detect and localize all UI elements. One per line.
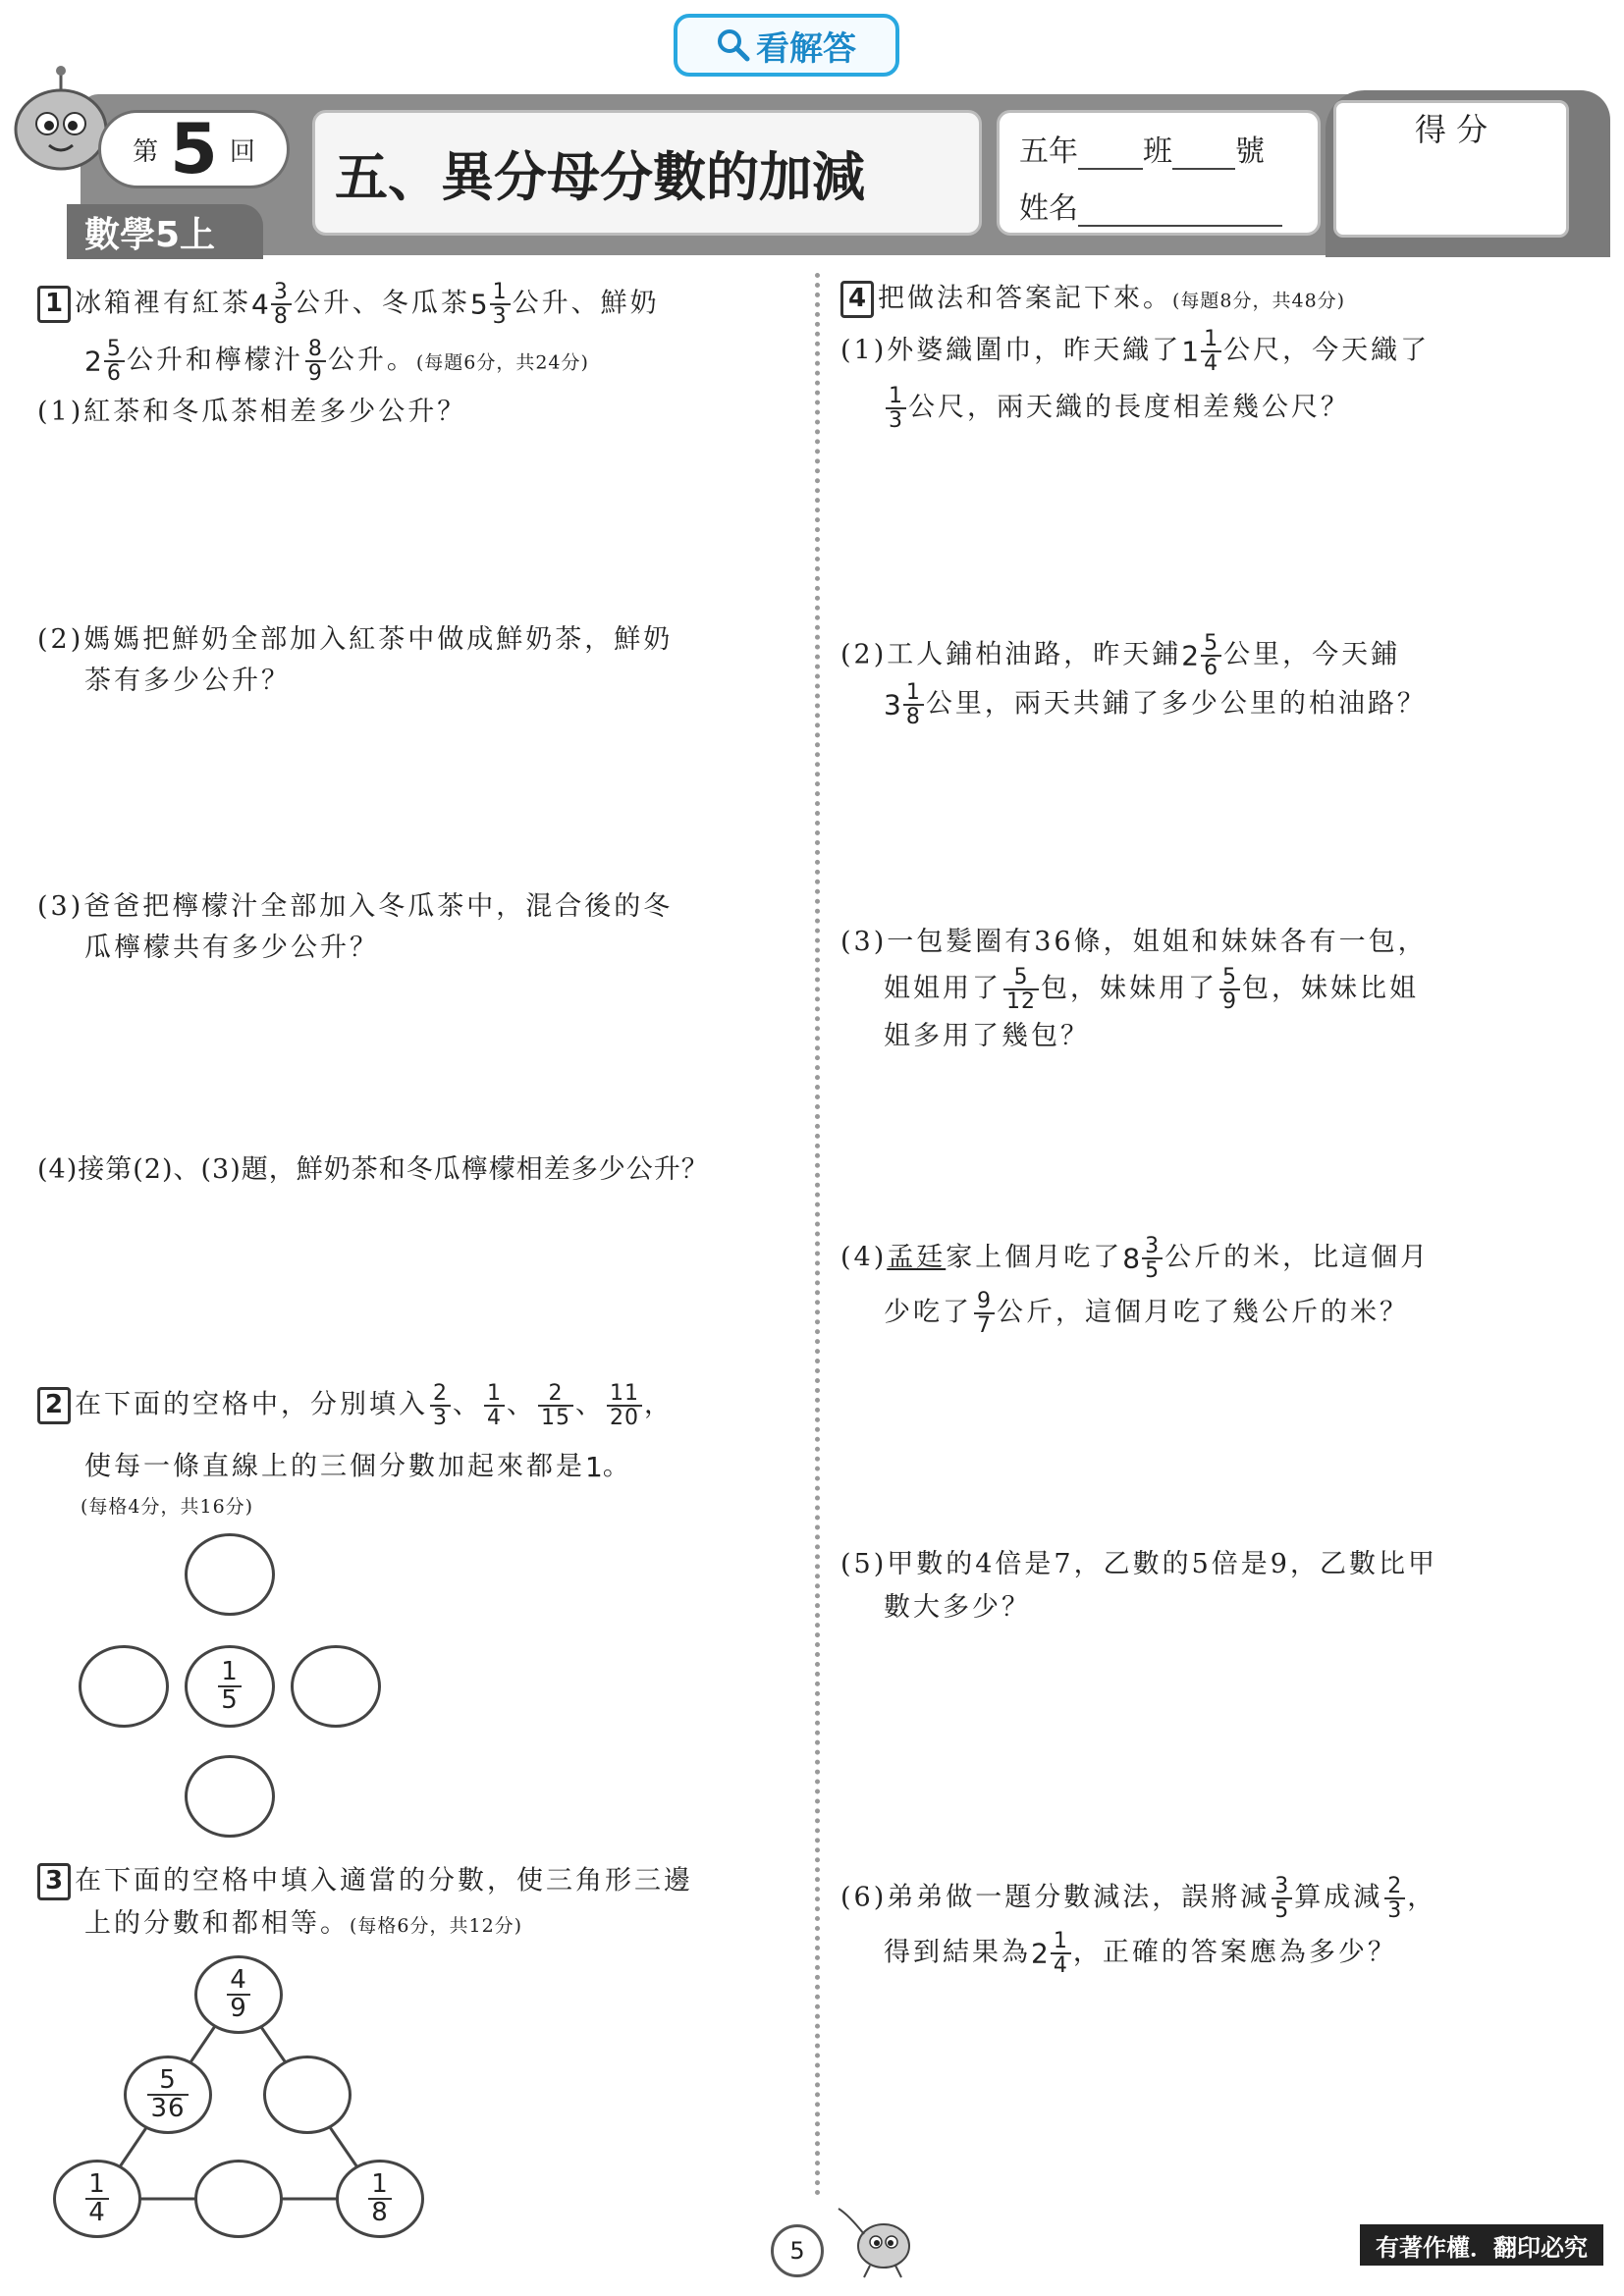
q4-p2-text3: 公里，兩天共鋪了多少公里的柏油路？ — [925, 688, 1427, 720]
page-number — [771, 2224, 824, 2277]
q4-p6-whole: 2 — [1031, 1937, 1049, 1970]
q2-f3-den: 15 — [538, 1405, 573, 1429]
q4-p6-text1: (6)弟弟做一題分數減法，誤將減 — [840, 1882, 1271, 1913]
q4-p4-text1: 家上個月吃了 — [946, 1242, 1123, 1273]
q4-p2-den: 6 — [1201, 655, 1221, 679]
q4-p3-num2: 5 — [1222, 965, 1237, 989]
q4-p4-prefix: (4) — [840, 1242, 888, 1273]
q4-p2-num: 5 — [1204, 631, 1219, 656]
q4-p6-den3: 4 — [1051, 1952, 1071, 1977]
q4-p4-text4: 公斤，這個月吃了幾公斤的米？ — [997, 1297, 1409, 1328]
q3-bl-num: 1 — [88, 2168, 106, 2199]
q3-top-den: 9 — [227, 1994, 250, 2022]
q4-p2c-den: 8 — [903, 704, 924, 728]
q2-text2: 使每一條直線上的三個分數加起來都是 — [84, 1451, 585, 1482]
q4-p2-whole: 2 — [1181, 639, 1200, 672]
subject-label: 數學5上 — [67, 204, 263, 259]
q2-f4-num: 11 — [610, 1381, 639, 1406]
q4-p6-fraction-2 — [1384, 1875, 1405, 1922]
q3-bl-den: 4 — [85, 2198, 109, 2226]
q3-top-fraction — [227, 1964, 250, 2023]
q4-part1-line2 — [884, 385, 1350, 432]
q4-part3-line2 — [884, 966, 1419, 1013]
q4-p1-whole: 1 — [1181, 335, 1200, 368]
q2-f2-num: 1 — [487, 1381, 502, 1406]
q4-p4-num2: 9 — [977, 1289, 992, 1313]
q4-part3-line1: (3)一包髮圈有36條，姐姐和妹妹各有一包， — [840, 927, 1428, 957]
q2-end: ， — [644, 1389, 674, 1420]
q4-part6-line2 — [884, 1930, 1397, 1977]
q4-p1-text3: 公尺，兩天織的長度相差幾公尺？ — [908, 392, 1350, 423]
q3-circle-bottom-mid[interactable] — [194, 2160, 283, 2238]
q4-p1-den: 4 — [1201, 350, 1221, 375]
q1-text2: 公升、冬瓜茶 — [293, 288, 470, 319]
q1-text4: 公升和檸檬汁 — [126, 345, 303, 376]
q1-d-den: 9 — [305, 360, 326, 385]
q3-top-num: 4 — [230, 1964, 247, 1995]
q1-part3-line1: (3)爸爸把檸檬汁全部加入冬瓜茶中，混合後的冬 — [37, 891, 674, 922]
footer-mascot-icon — [835, 2195, 923, 2283]
q4-points: (每題8分，共48分) — [1172, 290, 1346, 312]
score-label: 得 分 — [1414, 111, 1489, 148]
q3-text2: 上的分數和都相等。 — [84, 1908, 350, 1939]
q4-p3-den2: 9 — [1219, 988, 1240, 1013]
q3-text1: 在下面的空格中填入適當的分數，使三角形三邊 — [75, 1865, 693, 1896]
q4-p3-text3: 包，妹妹比姐 — [1242, 973, 1419, 1004]
q4-p1-num: 1 — [1204, 327, 1219, 351]
view-answers-label: 看解答 — [756, 28, 856, 69]
q4-part4-line1 — [840, 1235, 1430, 1282]
q1-text1: 冰箱裡有紅茶 — [75, 288, 251, 319]
q4-p1-fraction — [1201, 328, 1221, 375]
q4-header — [840, 281, 1345, 318]
q3-circle-bottom-left — [53, 2160, 141, 2238]
q4-p6-den1: 5 — [1272, 1897, 1292, 1922]
q4-p4-fraction — [1142, 1235, 1163, 1282]
q2-f2-den: 4 — [484, 1405, 505, 1429]
q4-p3-num1: 5 — [1013, 965, 1029, 989]
q4-text1: 把做法和答案記下來。 — [878, 283, 1172, 314]
q3-left-fraction — [147, 2064, 188, 2123]
round-number: 5 — [170, 109, 218, 189]
q4-p1-text1: (1)外婆織圍巾，昨天織了 — [840, 335, 1182, 366]
q4-p3-den1: 12 — [1003, 988, 1039, 1013]
q4-p6-num3: 1 — [1053, 1929, 1068, 1953]
q1-a-num: 3 — [273, 280, 289, 304]
q1-a-den: 8 — [271, 303, 292, 328]
q1-points: (每題6分，共24分) — [415, 351, 589, 374]
q4-part4-line2 — [884, 1290, 1409, 1337]
q4-p2c-fraction — [903, 681, 924, 728]
q4-p3-fraction-2 — [1219, 966, 1240, 1013]
q4-p6-fraction-1 — [1272, 1875, 1292, 1922]
q2-center-num: 1 — [221, 1656, 239, 1686]
q2-text1: 在下面的空格中，分別填入 — [75, 1389, 428, 1420]
q4-p4-text3: 少吃了 — [884, 1297, 972, 1328]
q4-p2c-whole: 3 — [884, 688, 901, 721]
q1-part4: (4)接第(2)、(3)題，鮮奶茶和冬瓜檸檬相差多少公升？ — [37, 1154, 709, 1185]
q3-points: (每格6分，共12分) — [350, 1915, 523, 1937]
q4-p2-text2: 公里，今天鋪 — [1223, 639, 1401, 670]
q4-p4-den2: 7 — [974, 1312, 995, 1337]
q1-part3-line2: 瓜檸檬共有多少公升？ — [84, 933, 379, 963]
q3-br-fraction — [368, 2168, 392, 2227]
class-label: 班 — [1143, 134, 1172, 169]
q2-f3-num: 2 — [548, 1381, 564, 1406]
q4-p4-num: 3 — [1145, 1234, 1161, 1258]
q4-p6-text4: 得到結果為 — [884, 1937, 1031, 1968]
q1-c-num: 5 — [106, 337, 122, 361]
q4-part5-line1: (5)甲數的4倍是7，乙數的5倍是9，乙數比甲 — [840, 1549, 1437, 1579]
grade-label: 五年 — [1019, 134, 1078, 169]
q4-part1-line1 — [840, 328, 1430, 375]
q4-p4-den: 5 — [1142, 1257, 1163, 1282]
q1-number: 1 — [37, 286, 71, 323]
q4-part5-line2: 數大多少？ — [884, 1592, 1031, 1623]
q4-p6-den2: 3 — [1384, 1897, 1405, 1922]
q4-part2-line2 — [884, 681, 1427, 728]
q2-points: (每格4分，共16分) — [81, 1496, 254, 1518]
page-number-text: 5 — [789, 2237, 805, 2265]
q2-f1-num: 2 — [433, 1381, 448, 1406]
round-suffix: 回 — [229, 136, 255, 167]
q4-p3-fraction-1 — [1003, 966, 1039, 1013]
q4-number: 4 — [840, 281, 874, 318]
q2-sep-2: 、 — [507, 1389, 536, 1420]
q1-b-num: 1 — [492, 280, 508, 304]
q3-left-den: 36 — [147, 2094, 188, 2122]
q4-p1-text2: 公尺，今天織了 — [1223, 335, 1431, 366]
q4-p1c-fraction — [886, 385, 906, 432]
q4-p4-whole: 8 — [1122, 1242, 1141, 1275]
q4-p6-text5: ，正確的答案應為多少？ — [1072, 1937, 1397, 1968]
q4-p6-num1: 3 — [1274, 1874, 1290, 1898]
q4-p2c-num: 1 — [905, 680, 921, 705]
page-title-text: 五、異分母分數的加減 — [335, 145, 865, 208]
q1-part1: (1)紅茶和冬瓜茶相差多少公升？ — [37, 397, 467, 427]
q4-p1c-den: 3 — [886, 407, 906, 432]
q3-left-num: 5 — [159, 2064, 177, 2095]
q4-part6-line1 — [840, 1875, 1436, 1922]
q1-part2-line1: (2)媽媽把鮮奶全部加入紅茶中做成鮮奶茶，鮮奶 — [37, 624, 674, 655]
q4-p2-fraction — [1201, 632, 1221, 679]
q1-a-whole: 4 — [251, 288, 269, 321]
q1-b-den: 3 — [490, 303, 511, 328]
q3-circle-bottom-right — [336, 2160, 424, 2238]
q4-p6-num2: 2 — [1387, 1874, 1403, 1898]
q2-sep-3: 、 — [575, 1389, 605, 1420]
name-label: 姓名 — [1019, 191, 1078, 226]
q3-circle-right-mid[interactable] — [263, 2056, 352, 2134]
q2-center-den: 5 — [218, 1685, 242, 1714]
q4-part3-line3: 姐多用了幾包？ — [884, 1021, 1090, 1051]
q3-number: 3 — [37, 1863, 71, 1900]
q4-p1c-num: 1 — [889, 384, 903, 408]
q1-part2-line2: 茶有多少公升？ — [84, 666, 291, 696]
q4-p4-text2: 公斤的米，比這個月 — [1164, 1242, 1431, 1273]
copyright-text: 有著作權．翻印必究 — [1376, 2233, 1588, 2262]
q1-text5: 公升。 — [327, 345, 416, 376]
q2-one: 1 — [585, 1451, 603, 1483]
q4-p6-text3: ， — [1407, 1882, 1437, 1913]
round-prefix: 第 — [133, 136, 159, 167]
q4-p4-name: 孟廷 — [887, 1242, 947, 1273]
q2-f1-den: 3 — [430, 1405, 451, 1429]
q4-p3-text2: 包，妹妹用了 — [1041, 973, 1218, 1004]
q4-p2-text1: (2)工人鋪柏油路，昨天鋪 — [840, 639, 1182, 670]
copyright-notice — [1360, 2224, 1603, 2266]
q3-br-num: 1 — [371, 2168, 389, 2199]
q2-f4-den: 20 — [607, 1405, 642, 1429]
q3-circle-left-mid — [124, 2056, 212, 2134]
q1-b-whole: 5 — [469, 288, 488, 321]
q3-circle-top — [194, 1955, 283, 2034]
q4-p4-fraction-2 — [974, 1290, 995, 1337]
q1-c-den: 6 — [104, 360, 125, 385]
q1-d-num: 8 — [307, 337, 323, 361]
q2-dot: 。 — [602, 1451, 632, 1482]
q3-br-den: 8 — [368, 2198, 392, 2226]
seat-label: 號 — [1235, 134, 1265, 169]
q3-bl-fraction — [85, 2168, 109, 2227]
q2-number: 2 — [37, 1387, 71, 1424]
q1-text3: 公升、鮮奶 — [512, 288, 660, 319]
q1-c-whole: 2 — [84, 345, 102, 378]
q4-p6-fraction-3 — [1051, 1930, 1071, 1977]
q4-p3-text1: 姐姐用了 — [884, 973, 1001, 1004]
q4-p6-text2: 算成減 — [1294, 1882, 1383, 1913]
q2-sep-1: 、 — [453, 1389, 482, 1420]
q4-part2-line1 — [840, 632, 1400, 679]
